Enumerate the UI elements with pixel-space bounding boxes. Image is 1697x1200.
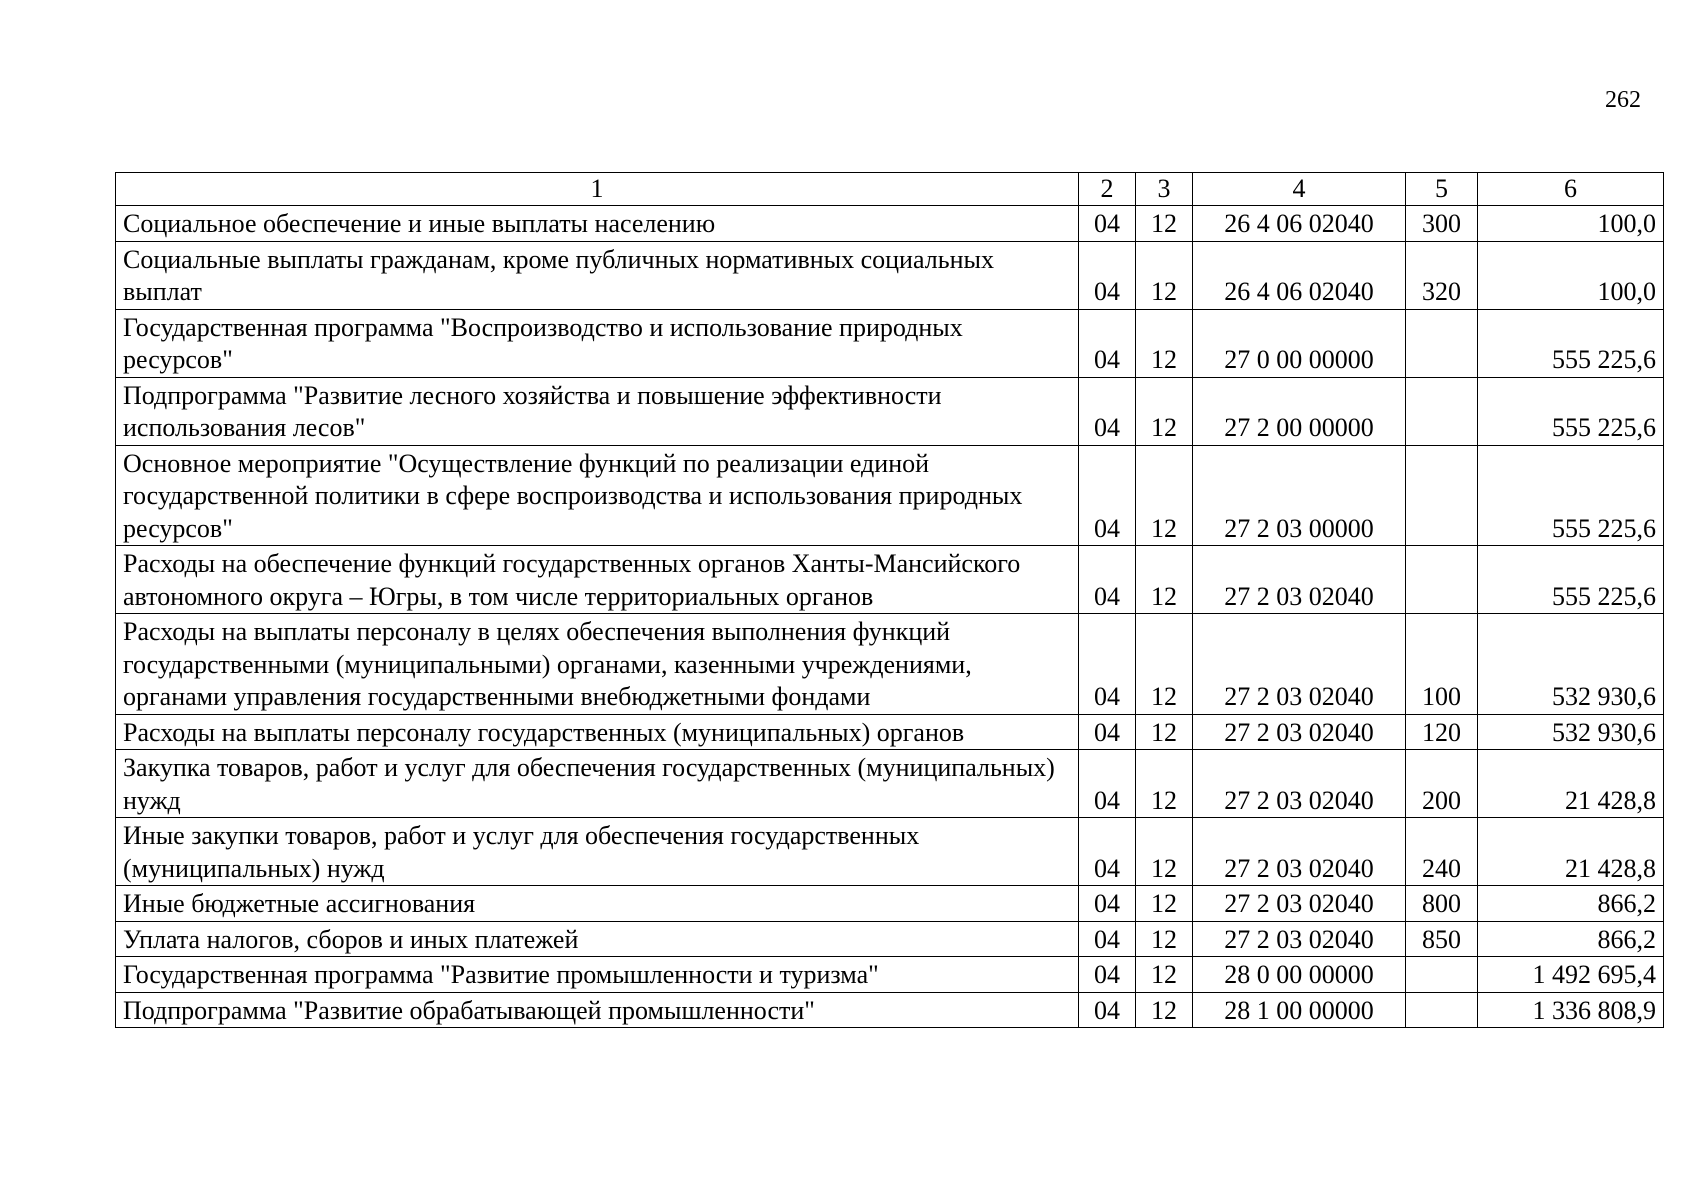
row-name: Уплата налогов, сборов и иных платежей bbox=[116, 921, 1079, 957]
row-subsection: 12 bbox=[1136, 750, 1193, 818]
row-name: Социальные выплаты гражданам, кроме публичных нормативных социальных выплат bbox=[116, 241, 1079, 309]
row-section: 04 bbox=[1079, 309, 1136, 377]
row-amount: 1 336 808,9 bbox=[1478, 992, 1664, 1028]
row-target-code: 27 2 03 00000 bbox=[1193, 445, 1406, 546]
row-amount: 555 225,6 bbox=[1478, 445, 1664, 546]
header-col-3: 3 bbox=[1136, 173, 1193, 206]
row-target-code: 27 2 03 02040 bbox=[1193, 750, 1406, 818]
row-expense-type: 100 bbox=[1406, 614, 1478, 715]
row-amount: 866,2 bbox=[1478, 886, 1664, 922]
row-amount: 100,0 bbox=[1478, 206, 1664, 242]
table-row bbox=[116, 614, 1664, 715]
table-header-row bbox=[116, 173, 1664, 206]
row-target-code: 27 2 03 02040 bbox=[1193, 546, 1406, 614]
row-section: 04 bbox=[1079, 921, 1136, 957]
row-expense-type bbox=[1406, 445, 1478, 546]
row-subsection: 12 bbox=[1136, 714, 1193, 750]
row-target-code: 27 2 03 02040 bbox=[1193, 921, 1406, 957]
row-target-code: 26 4 06 02040 bbox=[1193, 241, 1406, 309]
row-subsection: 12 bbox=[1136, 546, 1193, 614]
table-row bbox=[116, 206, 1664, 242]
row-subsection: 12 bbox=[1136, 957, 1193, 993]
page-number: 262 bbox=[1605, 87, 1641, 113]
row-expense-type bbox=[1406, 992, 1478, 1028]
row-section: 04 bbox=[1079, 886, 1136, 922]
budget-table bbox=[115, 172, 1664, 1028]
row-amount: 866,2 bbox=[1478, 921, 1664, 957]
row-target-code: 27 2 03 02040 bbox=[1193, 714, 1406, 750]
row-section: 04 bbox=[1079, 818, 1136, 886]
row-expense-type bbox=[1406, 957, 1478, 993]
row-expense-type: 300 bbox=[1406, 206, 1478, 242]
table-row bbox=[116, 377, 1664, 445]
table-row bbox=[116, 921, 1664, 957]
row-subsection: 12 bbox=[1136, 309, 1193, 377]
row-name: Подпрограмма "Развитие лесного хозяйства и повышение эффективности использования лесов" bbox=[116, 377, 1079, 445]
header-col-6: 6 bbox=[1478, 173, 1664, 206]
table-row bbox=[116, 818, 1664, 886]
row-amount: 555 225,6 bbox=[1478, 377, 1664, 445]
table-row bbox=[116, 714, 1664, 750]
row-subsection: 12 bbox=[1136, 445, 1193, 546]
header-col-5: 5 bbox=[1406, 173, 1478, 206]
row-name: Государственная программа "Развитие промышленности и туризма" bbox=[116, 957, 1079, 993]
row-amount: 21 428,8 bbox=[1478, 750, 1664, 818]
row-expense-type: 320 bbox=[1406, 241, 1478, 309]
table-row bbox=[116, 957, 1664, 993]
table-row bbox=[116, 546, 1664, 614]
table-row bbox=[116, 886, 1664, 922]
row-expense-type bbox=[1406, 546, 1478, 614]
row-target-code: 28 0 00 00000 bbox=[1193, 957, 1406, 993]
row-name: Расходы на выплаты персоналу государственных (муниципальных) органов bbox=[116, 714, 1079, 750]
row-target-code: 27 2 03 02040 bbox=[1193, 614, 1406, 715]
row-name: Основное мероприятие "Осуществление функций по реализации единой государственной политики в сфере воспроизводства и использования природных ресурсов" bbox=[116, 445, 1079, 546]
row-name: Закупка товаров, работ и услуг для обеспечения государственных (муниципальных) нужд bbox=[116, 750, 1079, 818]
row-section: 04 bbox=[1079, 992, 1136, 1028]
header-col-2: 2 bbox=[1079, 173, 1136, 206]
row-name: Социальное обеспечение и иные выплаты населению bbox=[116, 206, 1079, 242]
row-name: Подпрограмма "Развитие обрабатывающей промышленности" bbox=[116, 992, 1079, 1028]
row-amount: 555 225,6 bbox=[1478, 309, 1664, 377]
row-target-code: 26 4 06 02040 bbox=[1193, 206, 1406, 242]
row-name: Расходы на выплаты персоналу в целях обеспечения выполнения функций государственными (муниципальными) органами, казенными учреждениями, органами управления государственными внебюджетными фондами bbox=[116, 614, 1079, 715]
row-expense-type bbox=[1406, 377, 1478, 445]
row-subsection: 12 bbox=[1136, 241, 1193, 309]
row-name: Государственная программа "Воспроизводство и использование природных ресурсов" bbox=[116, 309, 1079, 377]
row-target-code: 27 2 03 02040 bbox=[1193, 886, 1406, 922]
row-subsection: 12 bbox=[1136, 886, 1193, 922]
table-row bbox=[116, 445, 1664, 546]
table-row bbox=[116, 309, 1664, 377]
row-expense-type: 120 bbox=[1406, 714, 1478, 750]
row-section: 04 bbox=[1079, 957, 1136, 993]
row-amount: 532 930,6 bbox=[1478, 614, 1664, 715]
row-section: 04 bbox=[1079, 714, 1136, 750]
row-expense-type: 240 bbox=[1406, 818, 1478, 886]
table-row bbox=[116, 992, 1664, 1028]
row-section: 04 bbox=[1079, 445, 1136, 546]
row-expense-type: 200 bbox=[1406, 750, 1478, 818]
row-expense-type: 800 bbox=[1406, 886, 1478, 922]
header-col-4: 4 bbox=[1193, 173, 1406, 206]
row-section: 04 bbox=[1079, 614, 1136, 715]
row-subsection: 12 bbox=[1136, 206, 1193, 242]
row-subsection: 12 bbox=[1136, 992, 1193, 1028]
row-target-code: 27 0 00 00000 bbox=[1193, 309, 1406, 377]
row-section: 04 bbox=[1079, 750, 1136, 818]
header-col-1: 1 bbox=[116, 173, 1079, 206]
row-subsection: 12 bbox=[1136, 818, 1193, 886]
row-section: 04 bbox=[1079, 206, 1136, 242]
row-target-code: 27 2 00 00000 bbox=[1193, 377, 1406, 445]
row-section: 04 bbox=[1079, 241, 1136, 309]
row-section: 04 bbox=[1079, 377, 1136, 445]
row-section: 04 bbox=[1079, 546, 1136, 614]
row-name: Расходы на обеспечение функций государственных органов Ханты-Мансийского автономного округа – Югры, в том числе территориальных органов bbox=[116, 546, 1079, 614]
row-expense-type: 850 bbox=[1406, 921, 1478, 957]
row-amount: 532 930,6 bbox=[1478, 714, 1664, 750]
row-subsection: 12 bbox=[1136, 921, 1193, 957]
row-amount: 100,0 bbox=[1478, 241, 1664, 309]
row-name: Иные бюджетные ассигнования bbox=[116, 886, 1079, 922]
row-subsection: 12 bbox=[1136, 377, 1193, 445]
table-row bbox=[116, 750, 1664, 818]
row-amount: 555 225,6 bbox=[1478, 546, 1664, 614]
row-expense-type bbox=[1406, 309, 1478, 377]
row-target-code: 27 2 03 02040 bbox=[1193, 818, 1406, 886]
row-amount: 1 492 695,4 bbox=[1478, 957, 1664, 993]
table-body bbox=[116, 206, 1664, 1028]
row-target-code: 28 1 00 00000 bbox=[1193, 992, 1406, 1028]
row-subsection: 12 bbox=[1136, 614, 1193, 715]
table-row bbox=[116, 241, 1664, 309]
row-name: Иные закупки товаров, работ и услуг для обеспечения государственных (муниципальных) нужд bbox=[116, 818, 1079, 886]
row-amount: 21 428,8 bbox=[1478, 818, 1664, 886]
